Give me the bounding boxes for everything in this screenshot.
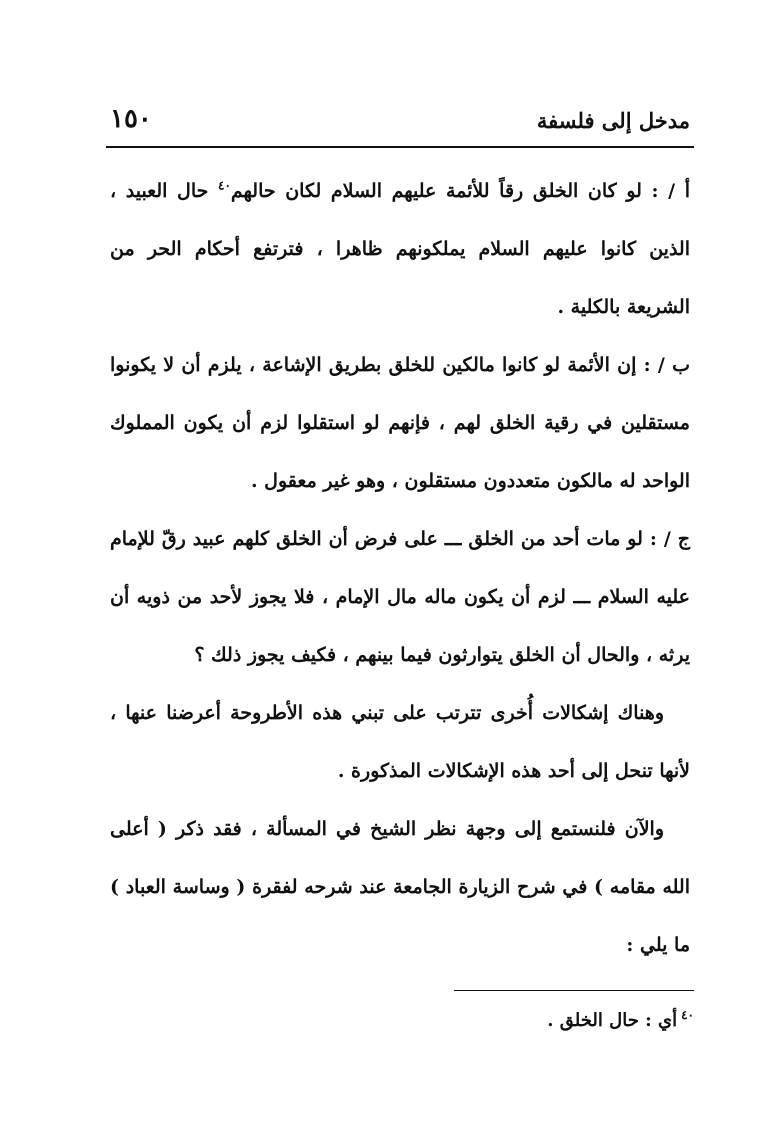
paragraph-sheikh-view: والآن فلنستمع إلى وجهة نظر الشيخ في المسألة ، فقد ذكر ( أعلى الله مقامه ) في شرح الزيارة الجامعة عند شرحه لفقرة ( وساسة العباد ) ما يلي : bbox=[110, 818, 690, 956]
header-divider bbox=[106, 146, 694, 148]
footnote-number: ٤٠ bbox=[681, 1008, 694, 1022]
main-text bbox=[110, 162, 690, 974]
paragraph-alef-text: أ / : لو كان الخلق رقاً للأئمة عليهم السلام لكان حالهم bbox=[230, 180, 690, 202]
paragraph-alef-continuation: حال العبيد ، الذين كانوا عليهم السلام يملكونهم ظاهرا ، فترتفع أحكام الحر من الشريعة بالكلية . bbox=[110, 180, 690, 318]
book-title: مدخل إلى فلسفة bbox=[536, 108, 690, 133]
footnote-divider bbox=[454, 990, 694, 991]
paragraph-ba: ب / : إن الأئمة لو كانوا مالكين للخلق بطريق الإشاعة ، يلزم أن لا يكونوا مستقلين في رقية الخلق لهم ، فإنهم لو استقلوا لزم أن يكون المملوك الواحد له مالكون متعددون مستقلون ، وهو غير معقول . bbox=[110, 354, 690, 492]
paragraph-other-objections: وهناك إشكالات أُخرى تترتب على تبني هذه الأطروحة أعرضنا عنها ، لأنها تنحل إلى أحد هذه الإشكالات المذكورة . bbox=[110, 702, 690, 782]
footnote-text: أي : حال الخلق . bbox=[547, 1010, 678, 1031]
running-header bbox=[110, 104, 690, 144]
page-number: ١٥٠ bbox=[110, 104, 152, 134]
paragraph-jim: ج / : لو مات أحد من الخلق ـــ على فرض أن الخلق كلهم عبيد رقّ للإمام عليه السلام ـــ لزم أن يكون ماله مال الإمام ، فلا يجوز لأحد من ذويه أن يرثه ، والحال أن الخلق يتوارثون فيما بينهم ، فكيف يجوز ذلك ؟ bbox=[110, 528, 690, 666]
paragraph-alef bbox=[110, 162, 690, 336]
footnote-reference[interactable]: ٤٠ bbox=[218, 178, 231, 193]
footnote bbox=[547, 1008, 694, 1031]
